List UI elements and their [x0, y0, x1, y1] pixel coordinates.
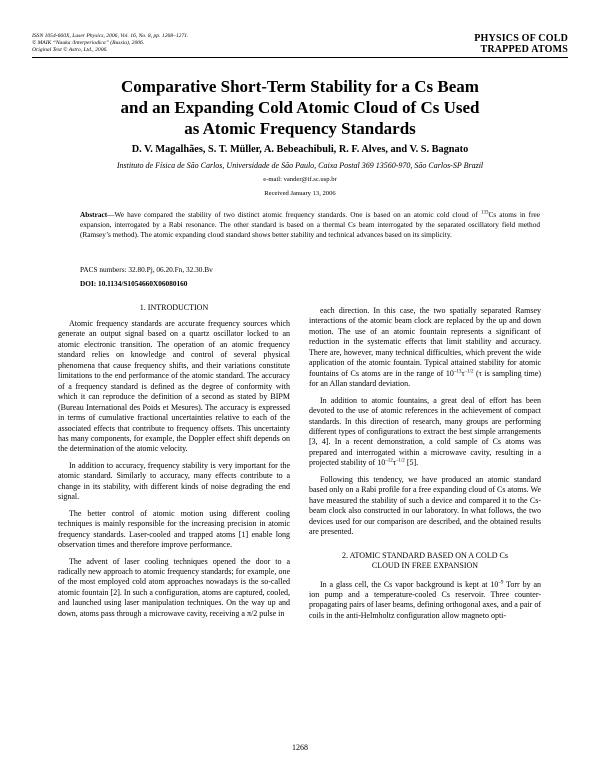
paragraph-text: In a glass cell, the Cs vapor background is kept at 10 [320, 579, 499, 589]
tau-symbol: τ [461, 368, 465, 378]
tau-symbol: τ [392, 458, 396, 468]
paragraph [309, 580, 541, 622]
paragraph-text: In addition to atomic fountains, a great deal of effort has been devoted to the use of atomic references in the achievement of compact standards. In this direction of research, many groups are performing different types of configurations to extract the best simple arrangements [3, 4]. In a recent demonstration, a cold sample of Cs atoms was prepared and interrogated within a microwave cavity, resulting in a projected stability of 10 [309, 395, 541, 468]
page-number: 1268 [292, 743, 308, 752]
journal-line-1: ISSN 1054-660X, Laser Physics, 2006, Vol. 16, No. 8, pp. 1268–1271. [32, 33, 189, 39]
paragraph: Following this tendency, we have produced an atomic standard based only on a Rabi profile for a free expanding cloud of Cs atoms. We have measured the stability of such a device and compared it to the Cs-beam clock also constructed in our laboratory. In what follows, the two devices used for our comparison are described, and the obtained results are presented. [309, 474, 541, 537]
right-column [309, 306, 541, 627]
exponent: –1/2 [464, 369, 474, 375]
paragraph-text: (τ is sampling time) for an Allan standard deviation. [309, 368, 541, 389]
exponent: –12 [385, 458, 393, 464]
exponent: –9 [498, 579, 504, 585]
left-column [58, 303, 290, 625]
journal-section-line-1: PHYSICS OF COLD [474, 33, 568, 44]
contact-email[interactable]: e-mail: vander@if.sc.usp.br [263, 176, 337, 183]
received-date: Received January 13, 2006 [264, 190, 336, 197]
header-rule [32, 57, 568, 58]
abstract-text-1: We have compared the stability of two distinct atomic frequency standards. One is based on an atomic cold cloud of [114, 210, 481, 219]
pacs-numbers: PACS numbers: 32.80.Pj, 06.20.Fn, 32.30.Bv [80, 265, 213, 274]
exponent: –1/2 [395, 458, 405, 464]
title-line-1: Comparative Short-Term Stability for a Cs Beam [121, 77, 479, 96]
section-heading-line-2: CLOUD IN FREE EXPANSION [371, 560, 479, 570]
abstract [80, 210, 540, 241]
section-heading-atomic-standard [309, 551, 541, 571]
paragraph-text: Torr by an ion pump and a temperature-cooled Cs reservoir. Three counter-propagating pairs of laser beams, defining orthogonal axes, and a pair of coils in the anti-Helmholtz configuration allow magneto opti- [309, 579, 541, 620]
exponent: –13 [453, 369, 462, 375]
paragraph [309, 396, 541, 469]
journal-section [474, 33, 568, 55]
affiliation: Instituto de Física de São Carlos, Universidade de São Paulo, Caixa Postal 369 13560-970, São Carlos-SP Brazil [116, 161, 484, 170]
isotope-mass: 133 [480, 210, 489, 216]
paragraph: The better control of atomic motion using different cooling techniques is mainly responsible for the increasing precision in atomic frequency standards. Laser-cooled and trapped atoms [1] enable long observation times and therefore improve performance. [58, 508, 290, 550]
title-line-3: as Atomic Frequency Standards [184, 119, 416, 138]
section-heading-line-1: 2. ATOMIC STANDARD BASED ON A COLD Cs [342, 550, 508, 560]
abstract-dash: — [107, 210, 115, 219]
journal-line-2: © MAIK “Nauka /Interperiodica” (Russia), 2006. [32, 40, 145, 46]
paragraph: In addition to accuracy, frequency stability is very important for the atomic standard. Similarly to accuracy, many effects contribute to a change in its stability, with different kinds of noise degrading the end signal. [58, 460, 290, 502]
paragraph: The advent of laser cooling techniques opened the door to a radically new approach to atomic frequency standards; for example, one of the most employed cold atom approaches nowadays is the so-called atomic fountain [2]. In such a configuration, atoms are captured, cooled, and launched using laser manipulation techniques. On the way up and down, atoms pass through a microwave cavity, receiving a π/2 pulse in [58, 556, 290, 618]
section-heading-introduction: 1. INTRODUCTION [139, 303, 209, 312]
title-line-2: and an Expanding Cold Atomic Cloud of Cs Used [120, 98, 480, 117]
journal-info [32, 33, 332, 54]
paragraph-text: each direction. In this case, the two spatially separated Ramsey interactions of the atomic beam clock are replaced by the up and down motion. The use of an atomic fountain represents a significant of reduction in the systematic effects that limit stability and accuracy. There are, however, many technical difficulties, which prevent the wide application of the atomic fountain. Typical attained stability for atomic fountains of Cs atoms are in the range of 10 [309, 306, 541, 378]
abstract-label: Abstract [80, 210, 108, 219]
journal-section-line-2: TRAPPED ATOMS [480, 44, 568, 55]
paragraph [309, 306, 541, 390]
abstract-text-2: Cs atoms in free expansion, interrogated by a Rabi resonance. The other standard is based on a thermal Cs beam interrogated by the separated oscillatory field method (Ramsey’s method). The atomic expanding cloud standard shows better stability and technical advances based on its simplicity. [80, 210, 541, 240]
paper-title [40, 76, 560, 139]
paragraph-text: [5]. [404, 458, 419, 468]
journal-line-3: Original Text © Astro, Ltd., 2006. [32, 47, 108, 53]
paragraph: Atomic frequency standards are accurate frequency sources which generate an output signal based on a quartz oscillator locked to an atomic electronic transition. The operation of an atomic frequency standard relies on knowledge and control of several physical phenomena that cause frequency shifts, and their variations constitute limitations to the end performance of the atomic standard. The accuracy of a frequency standard is defined as the degree of conformity with which it can reproduce the definition of a second as stated by BIPM (Bureau International des Poids et Mesures). The accuracy is expressed in terms of cumulative fractional uncertainties relative to each of the associated effects that contribute to frequency offsets. This uncertainty has many components, for example, the Doppler effect shift depends on the determination of the atomic velocity. [58, 319, 290, 454]
doi[interactable]: DOI: 10.1134/S1054660X06080160 [80, 279, 188, 288]
author-list: D. V. Magalhães, S. T. Müller, A. Bebeachibuli, R. F. Alves, and V. S. Bagnato [131, 144, 469, 155]
